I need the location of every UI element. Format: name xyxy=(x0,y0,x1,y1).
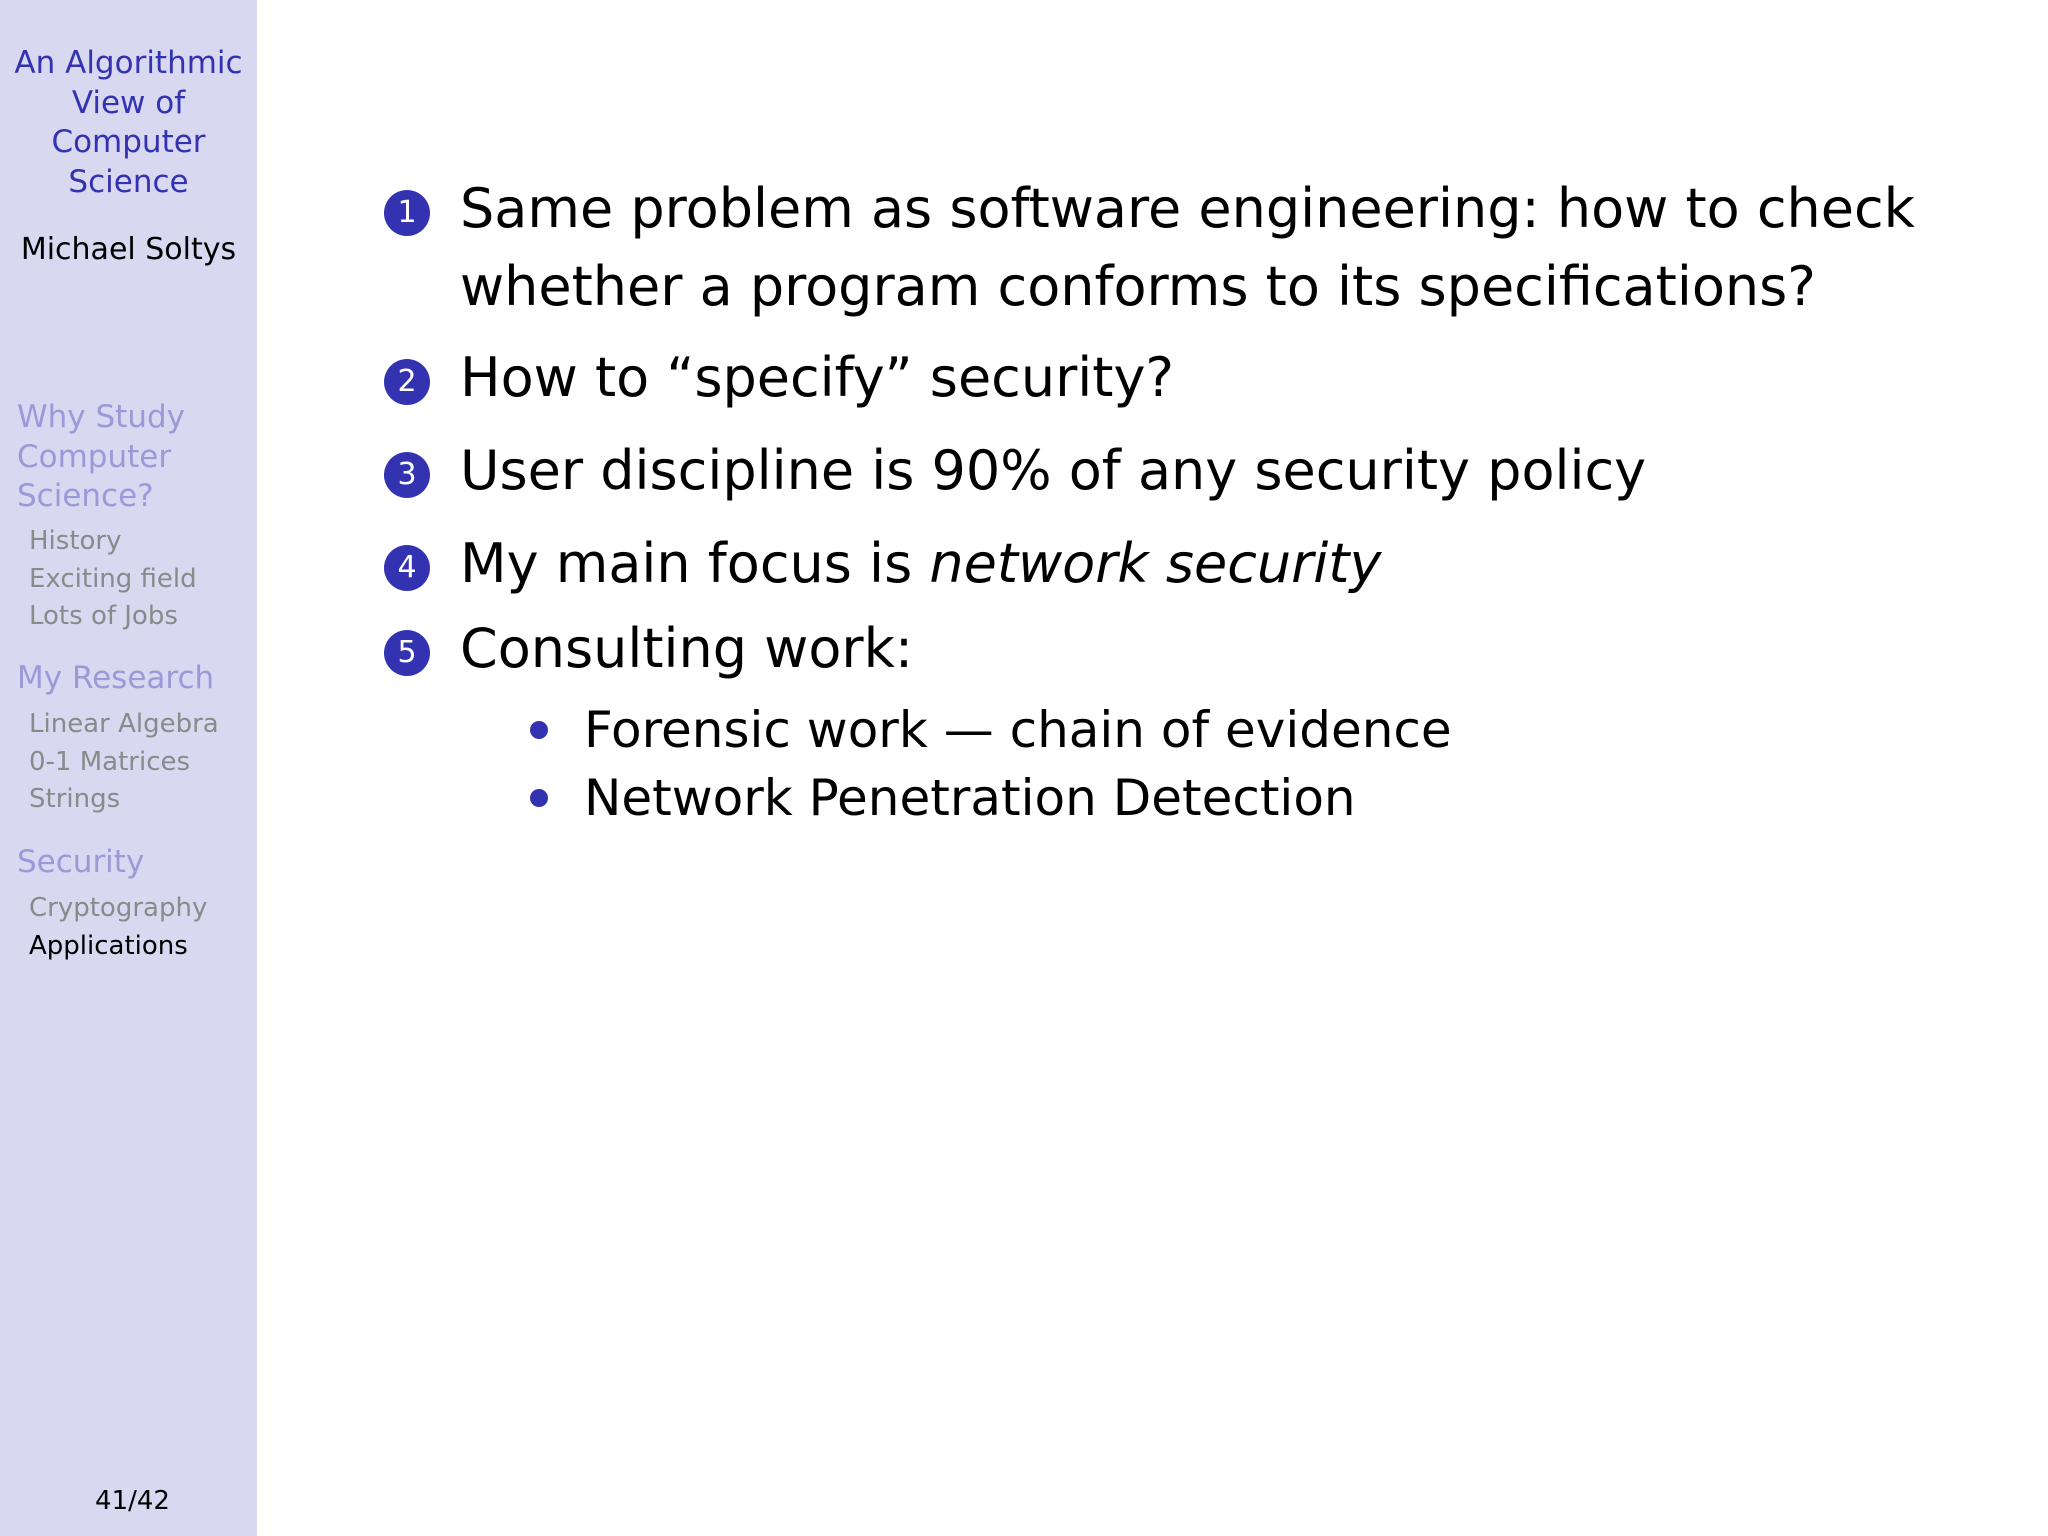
item-number-badge: 3 xyxy=(384,452,430,498)
item-text-line: Same problem as software engineering: how to check xyxy=(460,177,1915,240)
nav-subsection-cryptography[interactable]: Cryptography xyxy=(29,893,208,923)
nav-section-label: Computer xyxy=(17,438,172,475)
item-text-plain: My main focus is xyxy=(460,532,930,595)
nav-subsection-matrices[interactable]: 0-1 Matrices xyxy=(29,746,191,777)
item-number-badge: 4 xyxy=(384,545,430,591)
item-text-emphasis: network security xyxy=(929,532,1382,595)
nav-section-label: Security xyxy=(17,844,145,880)
nav-section-label: Science? xyxy=(17,478,154,514)
nav-subsection-history[interactable]: History xyxy=(29,526,122,556)
item-text xyxy=(460,525,1381,603)
bullet-icon xyxy=(530,789,548,807)
item-text: User discipline is 90% of any security policy xyxy=(460,439,1647,502)
page-number: 41/42 xyxy=(95,1486,170,1516)
item-text: Consulting work: xyxy=(460,617,914,680)
presentation-title-line: Science xyxy=(68,163,189,200)
nav-section-label: Why Study xyxy=(17,399,186,435)
presentation-title-line: Computer xyxy=(51,124,206,160)
nav-subsection-exciting-field[interactable]: Exciting field xyxy=(29,563,197,594)
item-number-badge: 2 xyxy=(384,359,430,405)
nav-subsection-lots-of-jobs[interactable]: Lots of Jobs xyxy=(29,601,178,631)
item-number-badge: 1 xyxy=(384,190,430,236)
presentation-title-line: View of xyxy=(71,84,186,121)
sub-item-text: Forensic work — chain of evidence xyxy=(584,701,1452,759)
nav-subsection-strings[interactable]: Strings xyxy=(29,784,121,814)
author-name: Michael Soltys xyxy=(20,232,237,267)
presentation-title-line: An Algorithmic xyxy=(14,45,243,81)
item-text-line: whether a program conforms to its specifications? xyxy=(460,255,1816,318)
bullet-icon xyxy=(530,721,548,739)
item-number-badge: 5 xyxy=(384,630,430,676)
nav-section-label: My Research xyxy=(17,660,215,696)
nav-subsection-applications[interactable]: Applications xyxy=(29,930,188,961)
nav-subsection-linear-algebra[interactable]: Linear Algebra xyxy=(29,709,219,739)
item-text xyxy=(460,170,1915,326)
item-text: How to “specify” security? xyxy=(460,346,1175,409)
sub-item-text: Network Penetration Detection xyxy=(584,769,1356,827)
